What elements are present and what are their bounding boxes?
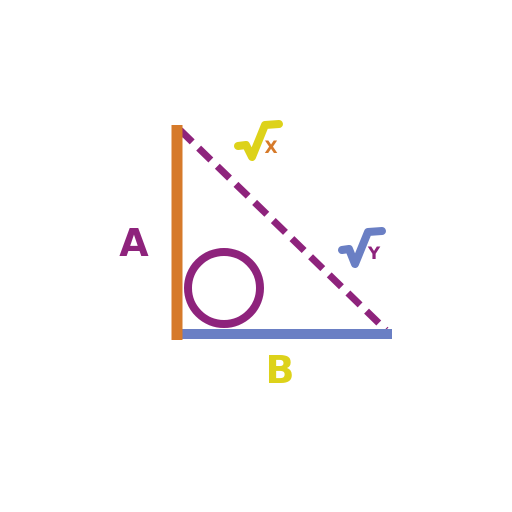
side-a-label: A xyxy=(119,221,149,265)
side-b-label: B xyxy=(265,348,295,392)
inscribed-circle xyxy=(188,252,260,324)
sqrt-y-expression xyxy=(342,231,382,264)
sqrt-y-letter: Y xyxy=(367,244,381,264)
hypotenuse-dashed-line xyxy=(180,130,386,330)
sqrt-x-letter: X xyxy=(264,138,278,158)
sqrt-x-expression xyxy=(238,124,279,158)
